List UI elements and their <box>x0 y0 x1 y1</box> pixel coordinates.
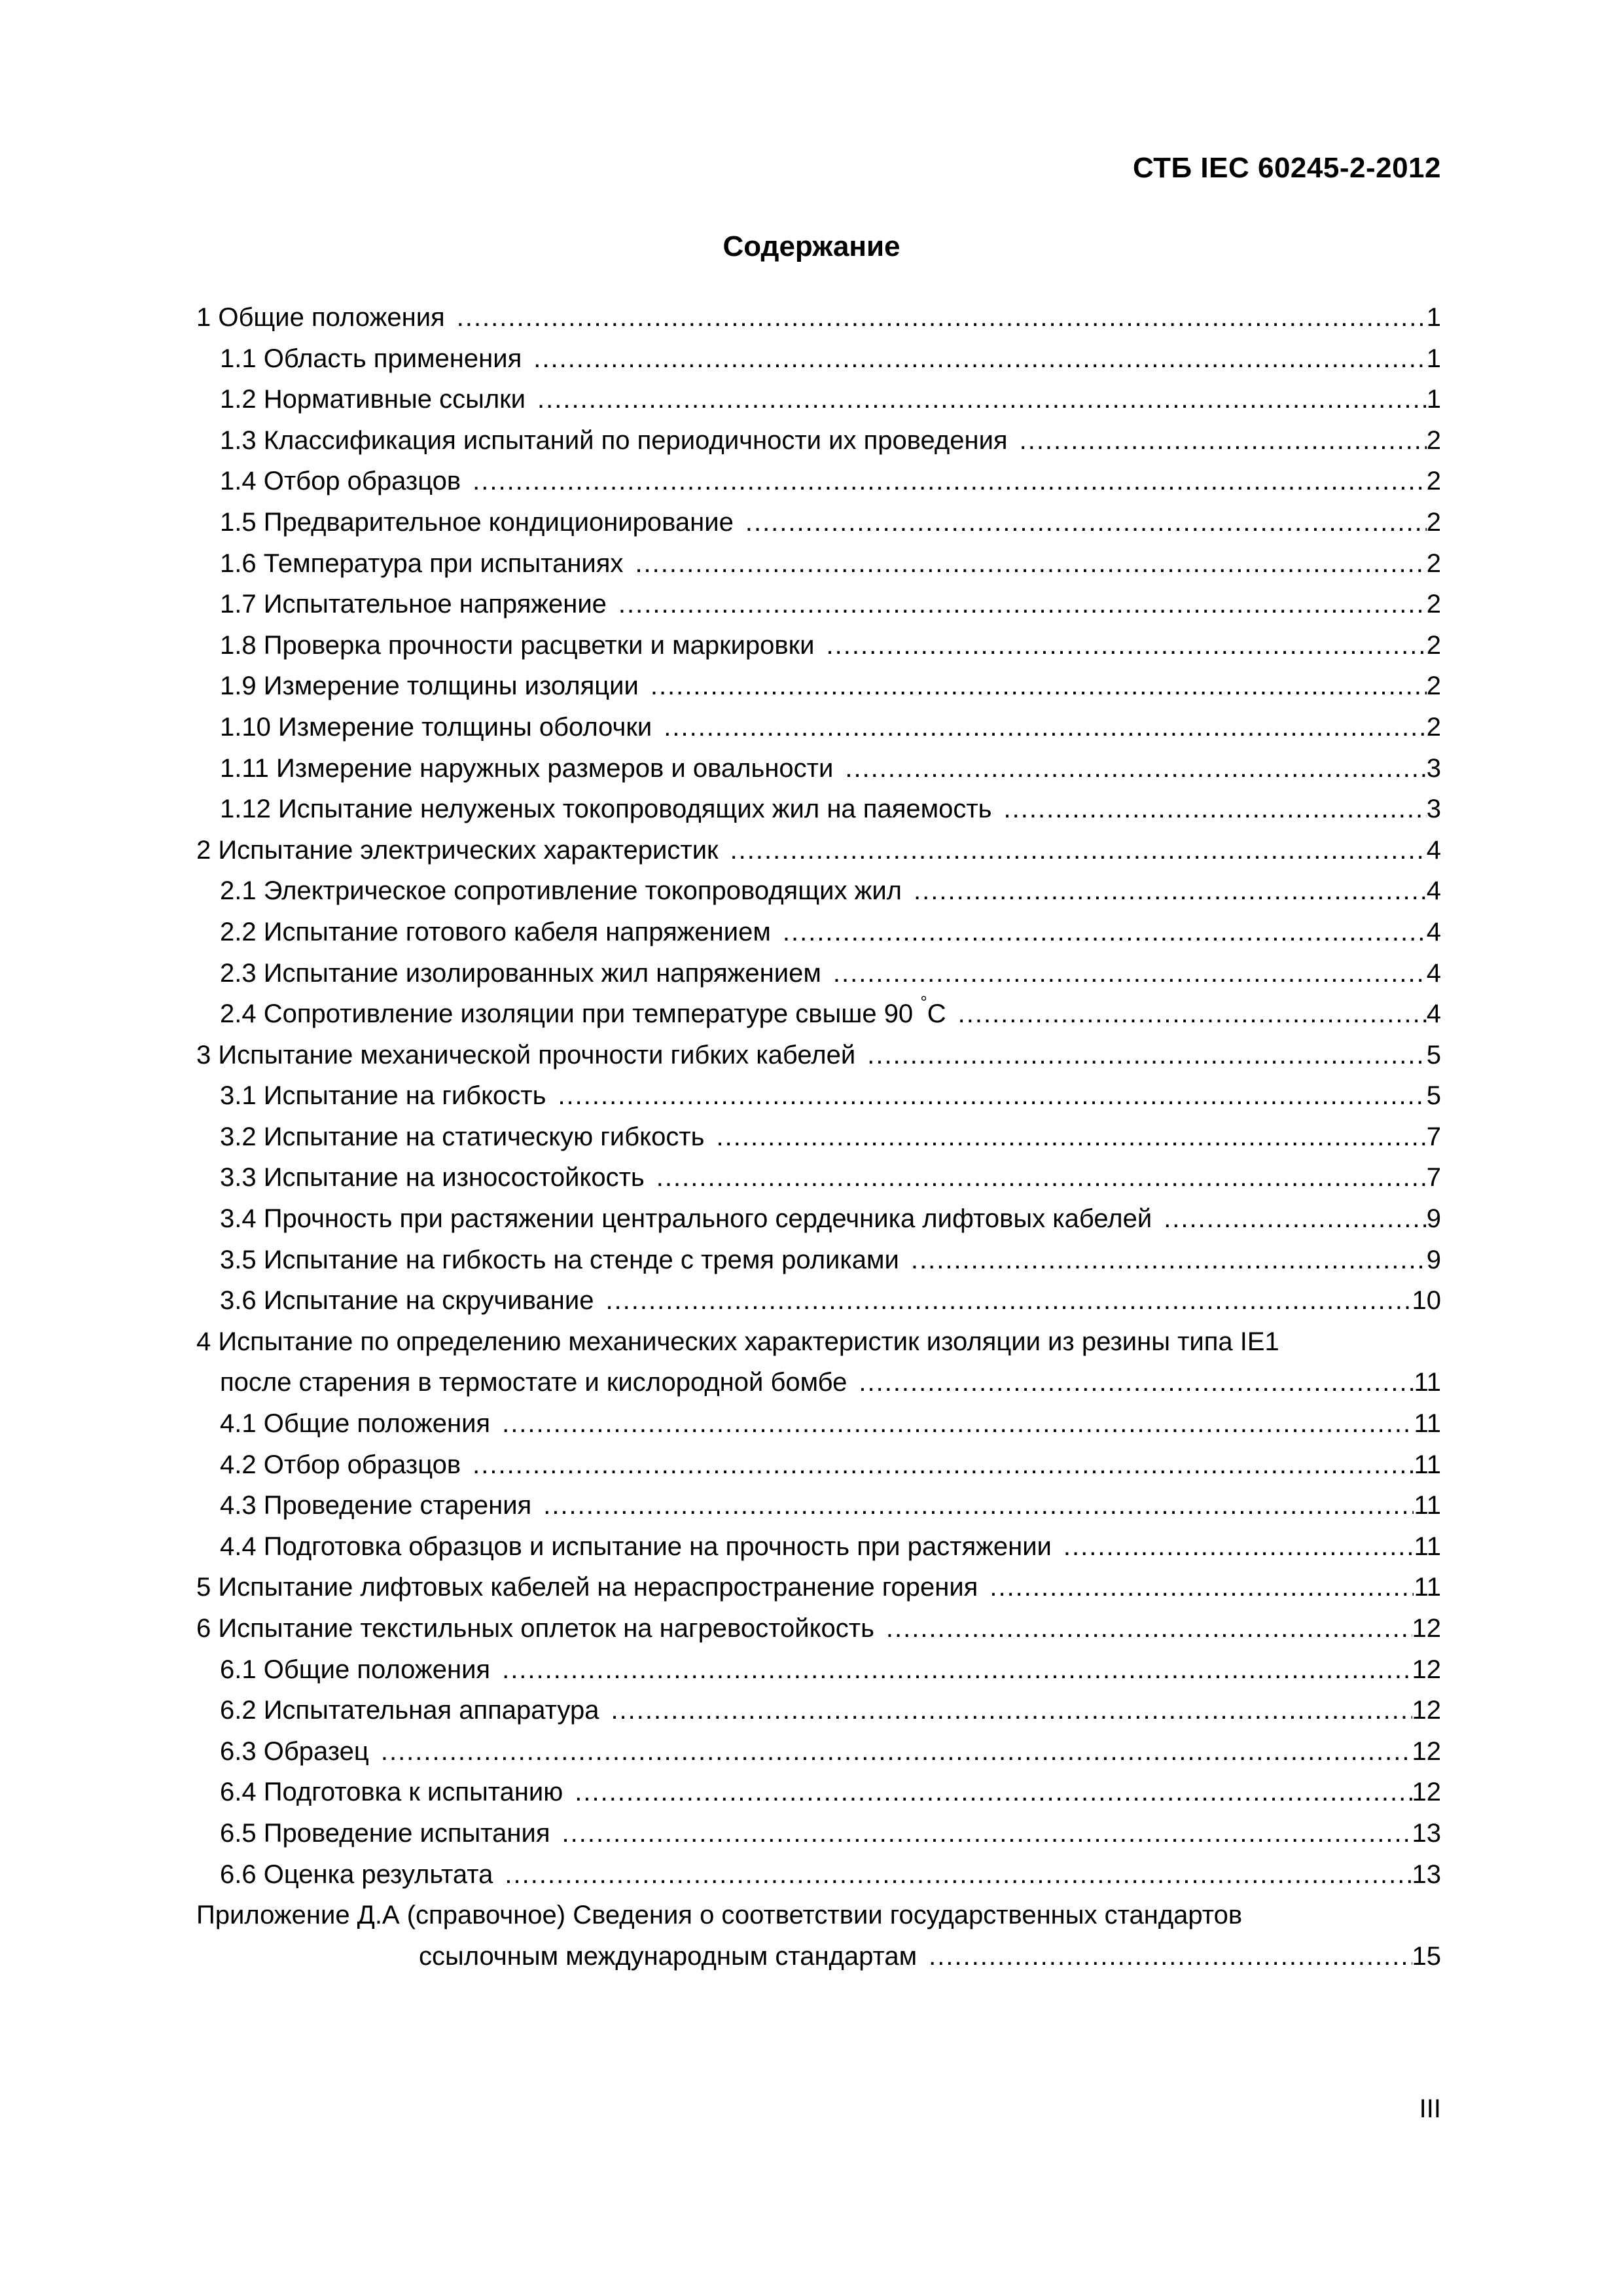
toc-entry[interactable] <box>196 1198 1441 1240</box>
toc-entry[interactable] <box>196 1117 1441 1158</box>
toc-entry[interactable] <box>196 1608 1441 1649</box>
toc-entry[interactable] <box>196 748 1441 789</box>
toc-entry-title: 1.9 Измерение толщины изоляции <box>220 672 639 701</box>
toc-entry-title: 4.1 Общие положения <box>220 1409 491 1439</box>
toc-entry[interactable] <box>196 1813 1441 1854</box>
toc-entry[interactable] <box>196 707 1441 748</box>
toc-dot-leader <box>730 830 1427 871</box>
toc-dot-leader <box>543 1485 1414 1526</box>
toc-page-number: 12 <box>1412 1696 1441 1725</box>
toc-page-number: 12 <box>1412 1655 1441 1684</box>
toc-dot-leader <box>473 1444 1414 1486</box>
toc-entry-title: 5 Испытание лифтовых кабелей на нераспространение горения <box>196 1573 978 1602</box>
toc-entry[interactable] <box>196 1035 1441 1076</box>
toc-dot-leader <box>1164 1198 1427 1240</box>
toc-entry-title: 1.6 Температура при испытаниях <box>220 548 624 578</box>
toc-entry-title-continuation: ссылочным международным стандартам <box>419 1941 918 1971</box>
toc-entry-title: 4 Испытание по определению механических характеристик изоляции из резины типа IE1 <box>196 1327 1279 1356</box>
toc-entry[interactable] <box>196 994 1441 1035</box>
toc-entry-title: 1.5 Предварительное кондиционирование <box>220 507 734 537</box>
toc-entry-title: 1.10 Измерение толщины оболочки <box>220 712 652 742</box>
toc-page-number: 11 <box>1414 1491 1441 1520</box>
toc-page-number: 13 <box>1412 1859 1441 1889</box>
toc-entry-title: 6.6 Оценка результата <box>220 1859 493 1889</box>
toc-page-number: 12 <box>1412 1736 1441 1766</box>
toc-page-number: 2 <box>1426 425 1441 455</box>
toc-entry[interactable] <box>196 1444 1441 1486</box>
toc-entry[interactable] <box>196 1772 1441 1813</box>
toc-entry[interactable] <box>196 461 1441 502</box>
toc-entry-title: 3 Испытание механической прочности гибких кабелей <box>196 1040 856 1069</box>
toc-page-number: 11 <box>1414 1532 1441 1561</box>
toc-entry[interactable] <box>196 830 1441 871</box>
toc-page-number: 9 <box>1426 1245 1441 1274</box>
toc-entry-continuation[interactable] <box>196 1362 1441 1403</box>
toc-entry[interactable] <box>196 502 1441 543</box>
toc-dot-leader <box>381 1731 1412 1772</box>
toc-entry[interactable] <box>196 1690 1441 1731</box>
page-number: III <box>1419 2094 1441 2123</box>
toc-entry-title: 3.6 Испытание на скручивание <box>220 1286 594 1316</box>
toc-page-number: 2 <box>1426 548 1441 578</box>
toc-dot-leader <box>558 1075 1426 1117</box>
toc-page-number: 2 <box>1426 507 1441 537</box>
toc-entry-title: 1 Общие положения <box>196 303 445 332</box>
toc-entry[interactable] <box>196 1403 1441 1444</box>
toc-dot-leader <box>914 870 1427 912</box>
toc-entry-title: 2 Испытание электрических характеристик <box>196 835 719 865</box>
toc-entry-title: 3.5 Испытание на гибкость на стенде с тремя роликами <box>220 1245 899 1274</box>
toc-entry-title: 1.8 Проверка прочности расцветки и маркировки <box>220 630 815 660</box>
toc-entry-title: 1.11 Измерение наружных размеров и овальности <box>220 753 834 783</box>
toc-dot-leader <box>783 912 1427 953</box>
toc-entry-title: 3.1 Испытание на гибкость <box>220 1081 546 1111</box>
toc-entry-title: 3.4 Прочность при растяжении центрального сердечника лифтовых кабелей <box>220 1204 1152 1234</box>
toc-entry[interactable] <box>196 1895 1441 1936</box>
toc-entry[interactable] <box>196 584 1441 625</box>
toc-page-number: 15 <box>1412 1941 1441 1971</box>
toc-entry-title: 1.2 Нормативные ссылки <box>220 385 526 414</box>
toc-page-number: 11 <box>1414 1368 1441 1397</box>
toc-entry[interactable] <box>196 543 1441 584</box>
toc-dot-leader <box>611 1690 1412 1731</box>
toc-entry[interactable] <box>196 1526 1441 1568</box>
toc-entry-title: 4.2 Отбор образцов <box>220 1450 461 1479</box>
toc-entry[interactable] <box>196 1854 1441 1895</box>
document-code: СТБ IEC 60245-2-2012 <box>1133 152 1441 184</box>
toc-entry[interactable] <box>196 1649 1441 1691</box>
toc-dot-leader <box>537 379 1427 420</box>
toc-dot-leader <box>651 666 1427 707</box>
toc-page-number: 1 <box>1426 385 1441 414</box>
toc-dot-leader <box>473 461 1427 502</box>
toc-entry[interactable] <box>196 1075 1441 1117</box>
toc-entry[interactable] <box>196 379 1441 420</box>
toc-dot-leader <box>562 1813 1412 1854</box>
toc-entry-title: 6 Испытание текстильных оплеток на нагревостойкость <box>196 1614 874 1643</box>
toc-dot-leader <box>575 1772 1412 1813</box>
toc-entry[interactable] <box>196 420 1441 461</box>
toc-dot-leader <box>958 994 1427 1035</box>
toc-dot-leader <box>635 543 1426 584</box>
toc-page-number: 2 <box>1426 467 1441 496</box>
toc-entry[interactable] <box>196 789 1441 830</box>
toc-page-number: 9 <box>1426 1204 1441 1234</box>
toc-page-number: 12 <box>1412 1614 1441 1643</box>
toc-page-number: 5 <box>1426 1040 1441 1069</box>
toc-entry[interactable] <box>196 297 1441 338</box>
toc-entry-title: 3.2 Испытание на статическую гибкость <box>220 1122 705 1151</box>
toc-dot-leader <box>1020 420 1427 461</box>
toc-page-number: 2 <box>1426 630 1441 660</box>
toc-entry-title: 2.2 Испытание готового кабеля напряжением <box>220 917 771 946</box>
toc-page-number: 4 <box>1426 999 1441 1029</box>
toc-entry[interactable] <box>196 912 1441 953</box>
toc-dot-leader <box>605 1280 1412 1321</box>
toc-dot-leader <box>502 1649 1412 1691</box>
toc-entry-title-continuation: после старения в термостате и кислородной бомбе <box>220 1368 847 1397</box>
toc-page-number: 4 <box>1426 917 1441 946</box>
toc-page-number: 3 <box>1426 795 1441 824</box>
toc-page-number: 7 <box>1426 1122 1441 1151</box>
toc-page-number: 4 <box>1426 876 1441 906</box>
toc-entry-title: 3.3 Испытание на износостойкость <box>220 1163 645 1193</box>
toc-dot-leader <box>1063 1526 1414 1568</box>
toc-dot-leader <box>859 1362 1414 1403</box>
toc-dot-leader <box>845 748 1426 789</box>
toc-page-number: 4 <box>1426 958 1441 988</box>
toc-entry-title: 4.4 Подготовка образцов и испытание на прочность при растяжении <box>220 1532 1052 1561</box>
toc-page-number: 5 <box>1426 1081 1441 1111</box>
toc-dot-leader <box>664 707 1427 748</box>
toc-dot-leader <box>1004 789 1427 830</box>
toc-entry[interactable] <box>196 1567 1441 1608</box>
toc-page-number: 3 <box>1426 753 1441 783</box>
toc-entry[interactable] <box>196 1731 1441 1772</box>
toc-entry-title: 2.3 Испытание изолированных жил напряжением <box>220 958 821 988</box>
toc-dot-leader <box>656 1157 1427 1198</box>
toc-entry[interactable] <box>196 1157 1441 1198</box>
toc-entry-title: 6.4 Подготовка к испытанию <box>220 1778 563 1807</box>
toc-page-number: 11 <box>1414 1573 1441 1602</box>
toc-entry-title: 6.5 Проведение испытания <box>220 1818 550 1848</box>
toc-entry[interactable] <box>196 666 1441 707</box>
toc-page-number: 2 <box>1426 712 1441 742</box>
toc-dot-leader <box>929 1936 1412 1977</box>
toc-entry[interactable] <box>196 1321 1441 1363</box>
toc-entry[interactable] <box>196 953 1441 994</box>
toc-entry-title: 1.7 Испытательное напряжение <box>220 590 607 619</box>
toc-page-number: 4 <box>1426 835 1441 865</box>
toc-page-number: 2 <box>1426 672 1441 701</box>
toc-dot-leader <box>911 1240 1427 1281</box>
toc-dot-leader <box>533 338 1427 380</box>
toc-page-number: 12 <box>1412 1778 1441 1807</box>
toc-dot-leader <box>502 1403 1414 1444</box>
toc-entry-title: 1.12 Испытание нелуженых токопроводящих жил на паяемость <box>220 795 992 824</box>
toc-dot-leader <box>618 584 1427 625</box>
toc-entry-title: 6.3 Образец <box>220 1736 369 1766</box>
toc-dot-leader <box>717 1117 1427 1158</box>
table-of-contents <box>196 297 1441 1977</box>
toc-dot-leader <box>457 297 1427 338</box>
toc-entry[interactable] <box>196 1485 1441 1526</box>
toc-entry[interactable] <box>196 625 1441 666</box>
toc-entry[interactable] <box>196 338 1441 380</box>
toc-page-number: 1 <box>1426 303 1441 332</box>
toc-entry-title: 1.1 Область применения <box>220 344 522 373</box>
toc-entry-title: 2.1 Электрическое сопротивление токопроводящих жил <box>220 876 902 906</box>
toc-page-number: 13 <box>1412 1818 1441 1848</box>
toc-entry-title: 2.4 Сопротивление изоляции при температуре свыше 90 °C <box>220 992 946 1029</box>
toc-dot-leader <box>827 625 1427 666</box>
toc-entry-continuation[interactable] <box>196 1936 1441 1977</box>
toc-page-number: 2 <box>1426 590 1441 619</box>
toc-entry-title: 6.1 Общие положения <box>220 1655 491 1684</box>
toc-page-number: 10 <box>1412 1286 1441 1316</box>
toc-page-number: 1 <box>1426 344 1441 373</box>
toc-dot-leader <box>833 953 1427 994</box>
toc-page-number: 11 <box>1414 1450 1441 1479</box>
toc-entry-title: 4.3 Проведение старения <box>220 1491 532 1520</box>
toc-entry-title: 1.4 Отбор образцов <box>220 467 461 496</box>
toc-dot-leader <box>745 502 1427 543</box>
toc-dot-leader <box>867 1035 1427 1076</box>
toc-entry-title: 6.2 Испытательная аппаратура <box>220 1696 599 1725</box>
toc-page-number: 7 <box>1426 1163 1441 1193</box>
page-title: Содержание <box>722 230 901 262</box>
toc-entry[interactable] <box>196 1280 1441 1321</box>
toc-entry[interactable] <box>196 870 1441 912</box>
toc-page-number: 11 <box>1414 1409 1441 1439</box>
toc-dot-leader <box>505 1854 1412 1895</box>
toc-entry-title: Приложение Д.А (справочное) Сведения о соответствии государственных стандартов <box>196 1901 1243 1930</box>
toc-entry[interactable] <box>196 1240 1441 1281</box>
toc-dot-leader <box>886 1608 1412 1649</box>
toc-dot-leader <box>990 1567 1414 1608</box>
toc-entry-title: 1.3 Классификация испытаний по периодичности их проведения <box>220 425 1008 455</box>
